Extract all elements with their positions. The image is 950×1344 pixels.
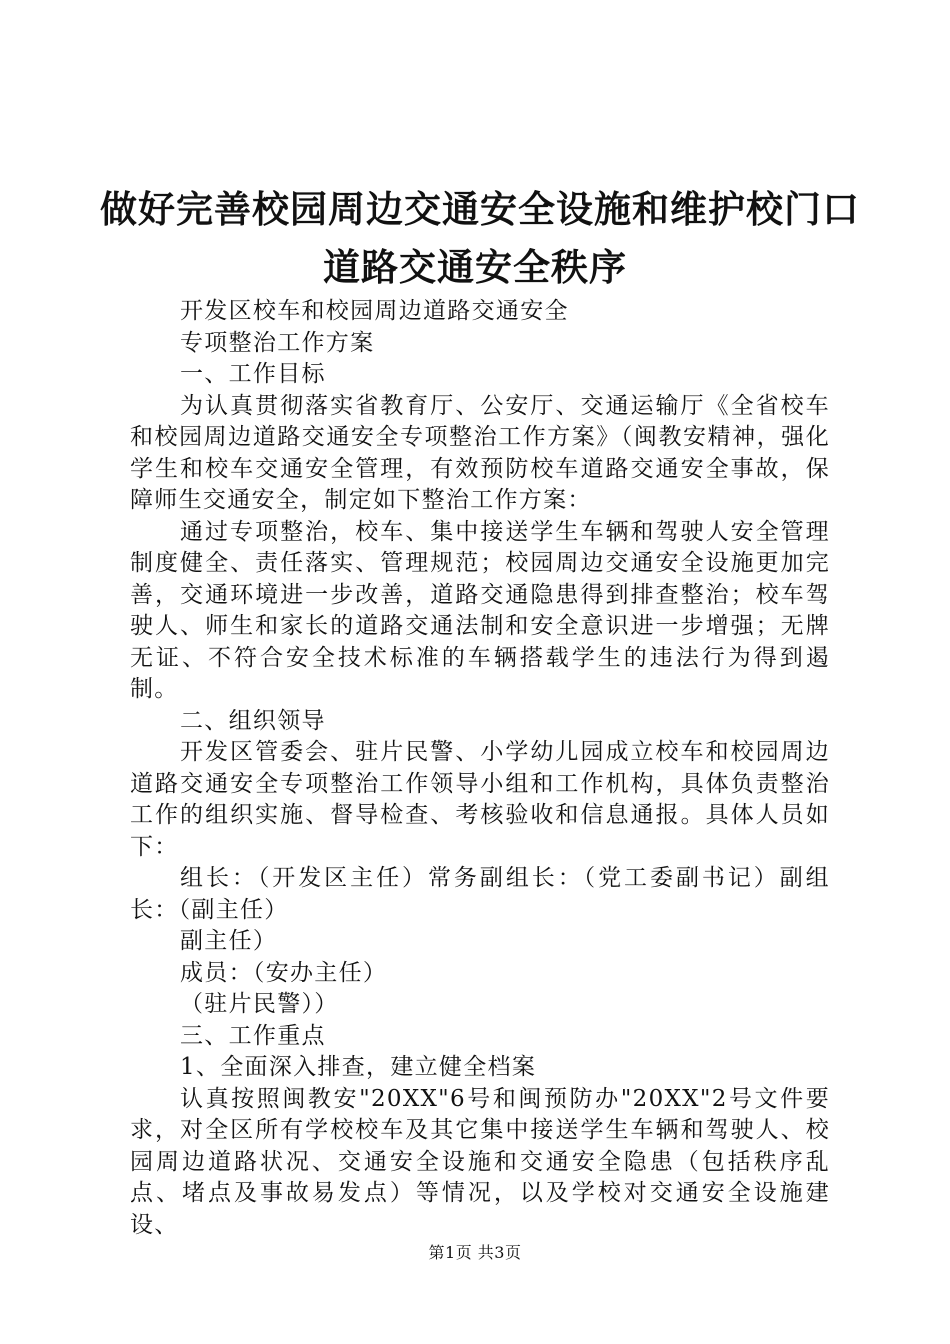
paragraph-purpose: 为认真贯彻落实省教育厅、公安厅、交通运输厅《全省校车和校园周边道路交通安全专项整治工作方案》（闽教安精神，强化学生和校车交通安全管理，有效预防校车道路交通安全事故，保障师生交通安全，制定如下整治工作方案：: [130, 392, 830, 513]
paragraph-leaders: 组长：（开发区主任）常务副组长：（党工委副书记）副组长：（副主任）: [130, 865, 830, 923]
subsection-heading-investigation: 1、全面深入排查，建立健全档案: [180, 1054, 537, 1080]
section-heading-goals: 一、工作目标: [180, 361, 326, 387]
paragraph-police: （驻片民警））: [180, 991, 339, 1017]
document-title-line-1: 做好完善校园周边交通安全设施和维护校门口: [100, 188, 860, 231]
subtitle-line-1: 开发区校车和校园周边道路交通安全: [180, 298, 569, 324]
section-heading-focus: 三、工作重点: [180, 1022, 326, 1049]
page-number-footer: 第1页 共3页: [428, 1243, 522, 1262]
paragraph-members: 成员：（安办主任）: [180, 959, 388, 986]
paragraph-targets: 通过专项整治，校车、集中接送学生车辆和驾驶人安全管理制度健全、责任落实、管理规范；校园周边交通安全设施更加完善，交通环境进一步改善，道路交通隐患得到排查整治；校车驾驶人、师生和家长的道路交通法制和安全意识进一步增强；无牌无证、不符合安全技术标准的车辆搭载学生的违法行为得到遏制。: [130, 518, 830, 702]
document-body: [130, 296, 830, 1241]
paragraph-organization: 开发区管委会、驻片民警、小学幼儿园成立校车和校园周边道路交通安全专项整治工作领导小组和工作机构，具体负责整治工作的组织实施、督导检查、考核验收和信息通报。具体人员如下：: [130, 739, 830, 860]
paragraph-investigation: 认真按照闽教安"20XX"6号和闽预防办"20XX"2号文件要求，对全区所有学校校车及其它集中接送学生车辆和驾驶人、校园周边道路状况、交通安全设施和交通安全隐患（包括秩序乱点、堵点及事故易发点）等情况，以及学校对交通安全设施建设、: [130, 1085, 830, 1238]
section-heading-organization: 二、组织领导: [180, 707, 326, 734]
document-title-line-2: 道路交通安全秩序: [323, 246, 627, 289]
paragraph-deputy: 副主任）: [180, 928, 278, 954]
subtitle-line-2: 专项整治工作方案: [180, 329, 375, 356]
